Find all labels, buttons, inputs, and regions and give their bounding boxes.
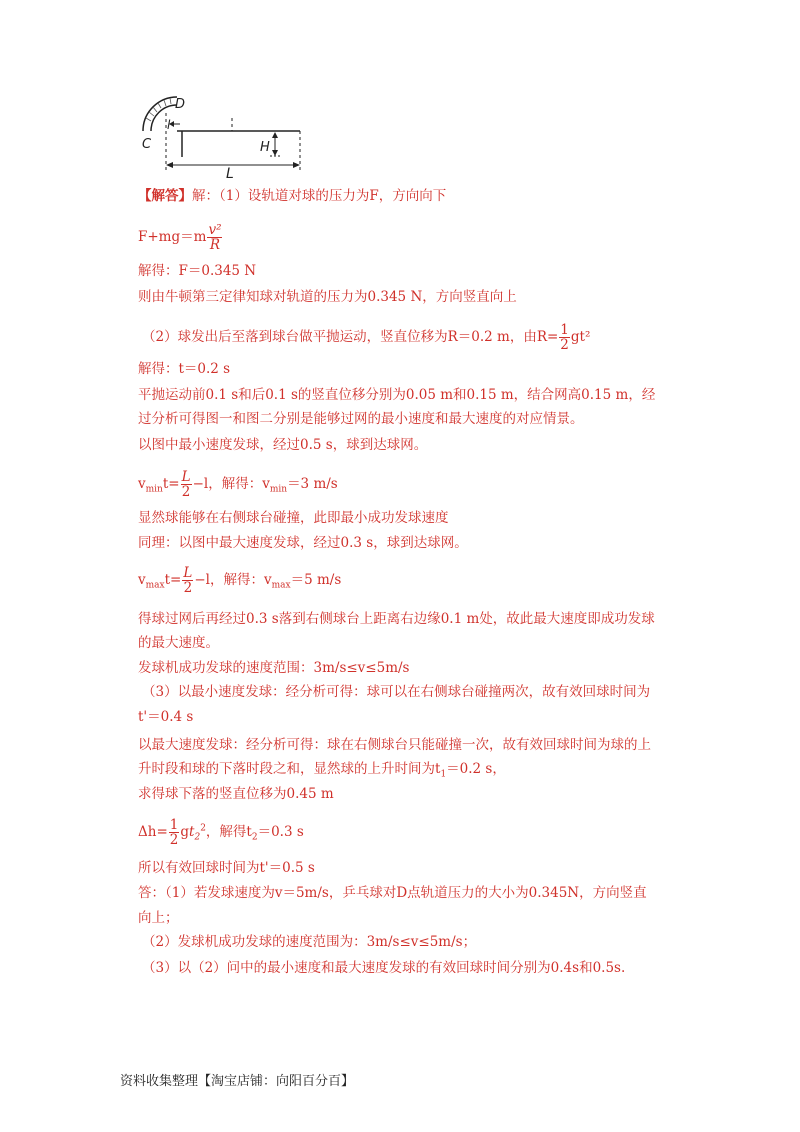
solution-line-17: （3）以最小速度发球：经分析可得：球可以在右侧球台碰撞两次，故有效回球时间为 xyxy=(142,684,651,700)
solution-line-2: F+mg＝m $\frac{\text{v²}}{R}$ xyxy=(138,222,222,253)
solution-line-5: （2）球发出后至落到球台做平抛运动，竖直位移为R＝0.2 m，由R= $\frac{1}{2}$ gt² xyxy=(142,322,591,353)
solution-line-12: 同理：以图中最大速度发球，经过0.3 s，球到达球网。 xyxy=(138,535,468,551)
solution-line-11: 显然球能够在右侧球台碰撞，此即最小成功发球速度 xyxy=(138,510,449,526)
track-figure xyxy=(0,0,800,185)
fraction-l-over-2: $\frac{L}{2}$ xyxy=(181,469,191,500)
label-h: H xyxy=(260,140,270,155)
solution-line-23: 所以有效回球时间为t'＝0.5 s xyxy=(138,860,315,876)
solution-line-6: 解得：t＝0.2 s xyxy=(138,361,231,377)
solution-line-14: 得球过网后再经过0.3 s落到右侧球台上距离右边缘0.1 m处，故此最大速度即成功发球 xyxy=(138,611,655,627)
solution-line-15: 的最大速度。 xyxy=(138,635,219,651)
label-d: D xyxy=(175,97,186,112)
answer-tag: 【解答】 xyxy=(138,188,192,204)
solution-line-18: t'＝0.4 s xyxy=(138,709,194,725)
solution-line-4: 则由牛顿第三定律知球对轨道的压力为0.345 N，方向竖直向上 xyxy=(138,289,517,305)
solution-line-20: 升时段和球的下落时段之和，显然球的上升时间为$t_1=0.2$ s， xyxy=(138,761,506,780)
curved-track-outer xyxy=(143,97,177,131)
solution-line-9: 以图中最小速度发球，经过0.5 s，球到达球网。 xyxy=(138,437,428,453)
solution-line-26: （2）发球机成功发球的速度范围为：3m/s≤v≤5m/s； xyxy=(142,934,477,950)
solution-line-22: Δh= $\frac{1}{2}$ $gt_2^2$，解得$t_2=0.3$ s xyxy=(138,817,304,848)
fraction-half-b: $\frac{1}{2}$ xyxy=(169,817,179,848)
solution-line-25: 向上； xyxy=(138,910,179,926)
solution-line-27: （3）以（2）问中的最小速度和最大速度发球的有效回球时间分别为0.4s和0.5s. xyxy=(142,960,626,976)
solution-line-7: 平抛运动前0.1 s和后0.1 s的竖直位移分别为0.05 m和0.15 m，结合网高0.15 m，经 xyxy=(138,387,656,403)
footer-source: 资料收集整理【淘宝店铺：向阳百分百】 xyxy=(120,1074,355,1089)
solution-line-19: 以最大速度发球：经分析可得：球在右侧球台只能碰撞一次，故有效回球时间为球的上 xyxy=(138,737,651,753)
solution-line-8: 过分析可得图一和图二分别是能够过网的最小速度和最大速度的对应情景。 xyxy=(138,411,584,427)
label-l-big: L xyxy=(226,166,234,182)
solution-line-10: $v_{min}t=$ $\frac{L}{2}$ −l，解得：$v_{min}=3$ m/s xyxy=(138,469,338,500)
solution-line-21: 求得球下落的竖直位移为0.45 m xyxy=(138,786,334,802)
fraction-l-over-2b: $\frac{L}{2}$ xyxy=(183,565,193,596)
fraction-v2-over-r: $\frac{\text{v²}}{R}$ xyxy=(208,222,222,253)
solution-line-13: $v_{max}t=$ $\frac{L}{2}$ −l，解得：$v_{max}=5$ m/s xyxy=(138,565,342,596)
fraction-half: $\frac{1}{2}$ xyxy=(560,322,569,353)
solution-line-1: 【解答】解：（1）设轨道对球的压力为F，方向向下 xyxy=(138,188,447,204)
solution-line-24: 答：（1）若发球速度为v＝5m/s，乒乓球对D点轨道压力的大小为0.345N，方向竖直 xyxy=(138,885,647,901)
solution-line-16: 发球机成功发球的速度范围：3m/s≤v≤5m/s xyxy=(138,660,410,676)
label-c: C xyxy=(142,137,152,152)
label-l-small: l xyxy=(167,118,171,132)
solution-line-3: 解得：F＝0.345 N xyxy=(138,263,257,279)
